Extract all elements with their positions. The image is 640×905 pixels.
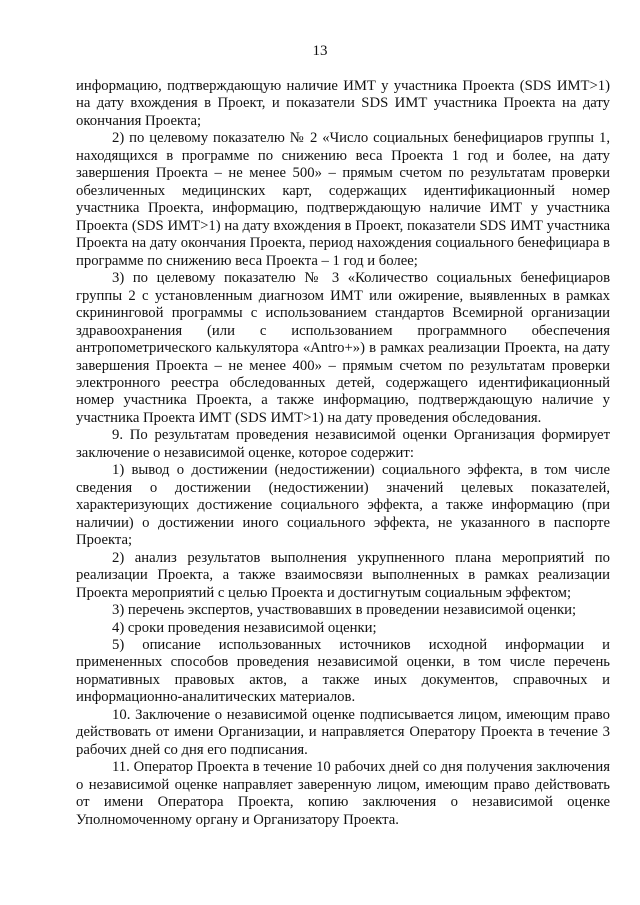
paragraph-clause-11: 11. Оператор Проекта в течение 10 рабочих дней со дня получения заключения о независимой оценке направляет заверенную лицом, имеющим право действовать от имени Оператора Проекта, копию заключения о независимой оценке Уполномоченному органу и Организатору Проекта.	[76, 759, 610, 828]
page-number: 13	[312, 43, 328, 59]
paragraph-clause-9: 9. По результатам проведения независимой оценки Организация формирует заключение о независимой оценке, которое содержит:	[76, 427, 610, 461]
paragraph-item-4: 4) сроки проведения независимой оценки;	[112, 619, 377, 636]
paragraph-clause-10: 10. Заключение о независимой оценке подписывается лицом, имеющим право действовать от имени Организации, и направляется Оператору Проекта в течение 3 рабочих дней со дня его подписания.	[76, 706, 610, 758]
paragraph-continuation: информацию, подтверждающую наличие ИМТ у участника Проекта (SDS ИМТ>1) на дату вхождения в Проект, и показатели SDS ИМТ участника Проекта на дату окончания Проекта;	[76, 78, 610, 129]
document-body	[76, 78, 610, 829]
paragraph-item-5: 5) описание использованных источников исходной информации и примененных способов проведения независимой оценки, в том числе перечень нормативных правовых актов, а также иных документов, справочных и информационно-аналитических материалов.	[76, 637, 610, 706]
paragraph-target-3: 3) по целевому показателю № 3 «Количество социальных бенефициаров группы 2 с установленным диагнозом ИМТ или ожирение, выявленных в рамках скрининговой программы с использованием стандартов Всемирной организации здравоохранения (или с использованием программного обеспечения антропометрического калькулятора «Antro+») в рамках реализации Проекта, на дату завершения Проекта – не менее 400» – прямым счетом по результатам проверки электронного реестра обследованных детей, содержащего идентификационный номер участника Проекта, а также информацию, подтверждающую наличие у участника Проекта ИМТ (SDS ИМТ>1) на дату проведения обследования.	[76, 270, 610, 426]
paragraph-target-2: 2) по целевому показателю № 2 «Число социальных бенефициаров группы 1, находящихся в программе по снижению веса Проекта 1 год и более, на дату завершения Проекта – не менее 500» – прямым счетом по результатам проверки обезличенных медицинских карт, содержащих идентификационный номер участника Проекта, информацию, подтверждающую наличие ИМТ у участника Проекта (SDS ИМТ>1) на дату вхождения в Проект, показатели SDS ИМТ участника Проекта на дату окончания Проекта, период нахождения социального бенефициара в программе по снижению веса Проекта – 1 год и более;	[76, 130, 610, 269]
paragraph-item-3: 3) перечень экспертов, участвовавших в проведении независимой оценки;	[112, 602, 577, 619]
paragraph-item-2: 2) анализ результатов выполнения укрупненного плана мероприятий по реализации Проекта, а также взаимосвязи выполненных в рамках реализации Проекта мероприятий с целью Проекта и достигнутым социальным эффектом;	[76, 549, 610, 601]
paragraph-item-1: 1) вывод о достижении (недостижении) социального эффекта, в том числе сведения о достижении (недостижении) значений целевых показателей, характеризующих достижение социального эффекта, а также информацию (при наличии) о достижении иного социального эффекта, не указанного в паспорте Проекта;	[76, 462, 610, 549]
